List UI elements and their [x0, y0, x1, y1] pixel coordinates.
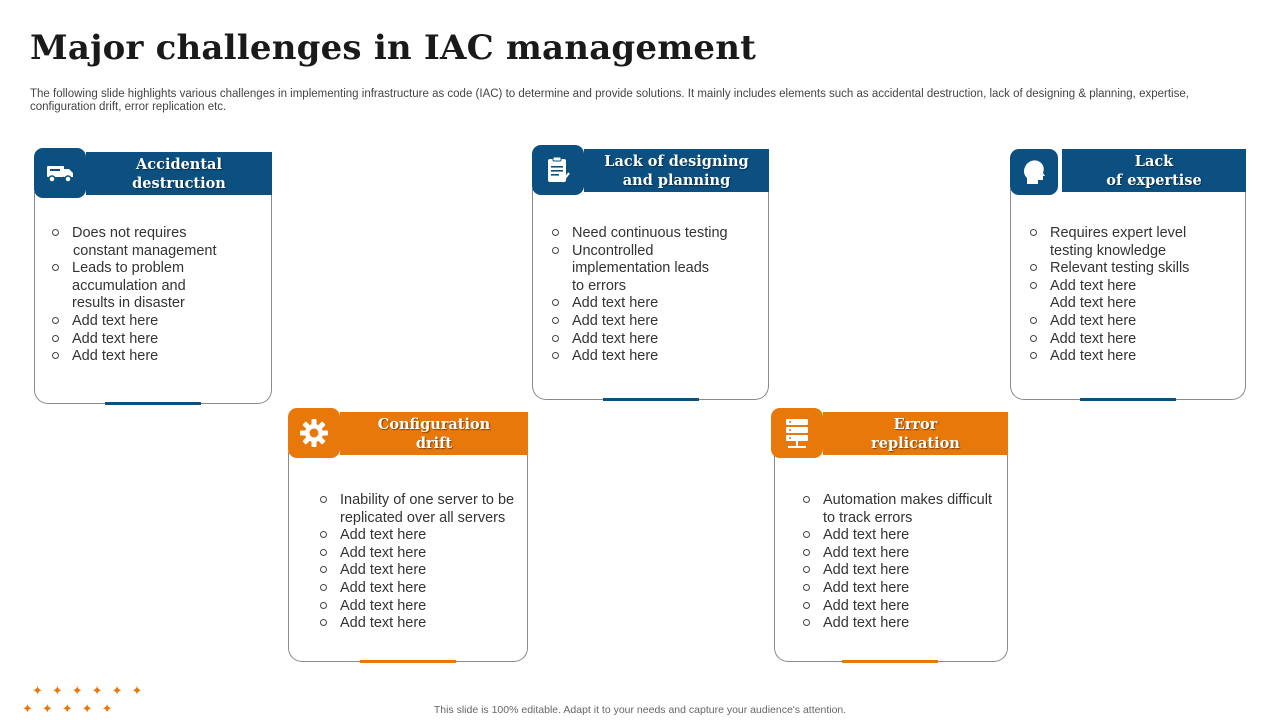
list-item: Add text here: [552, 295, 762, 313]
list-item: Add text here: [803, 580, 1008, 598]
list-item: Add text here: [803, 598, 1008, 616]
list-item: Add text here: [1030, 331, 1235, 349]
list-item: Add text here: [320, 580, 525, 598]
list-item: Add text here: [803, 527, 1008, 545]
card-header: [584, 149, 769, 192]
list-item: Add text here: [320, 545, 525, 563]
card-title-line-2: drift: [415, 434, 453, 452]
card-title-line-1: Lack: [1134, 152, 1174, 170]
card-lack-of-expertise: [1010, 145, 1246, 400]
card-title-line-2: of expertise: [1106, 171, 1202, 189]
list-item: Add text here: [1030, 313, 1235, 331]
list-item: Add text here: [52, 331, 262, 349]
card-list: [320, 492, 525, 633]
list-item: Add text here: [552, 348, 762, 366]
gear-icon: [288, 408, 340, 458]
list-item: Add text here: [1030, 348, 1235, 366]
list-item: Relevant testing skills: [1030, 260, 1235, 278]
card-title-line-2: destruction: [132, 174, 226, 192]
card-accent-bar: [603, 398, 699, 401]
list-item: Add text here: [320, 527, 525, 545]
list-item: Add text here: [803, 545, 1008, 563]
card-list: [1030, 225, 1235, 366]
card-accidental-destruction: [34, 148, 272, 404]
card-list: [803, 492, 1008, 633]
card-title-line-1: Error: [893, 415, 938, 433]
card-header: [823, 412, 1008, 455]
card-accent-bar: [842, 660, 938, 663]
card-header: [1062, 149, 1246, 192]
server-icon: [771, 408, 823, 458]
list-item: Add text here: [320, 598, 525, 616]
slide-footer: This slide is 100% editable. Adapt it to your needs and capture your audience's attention.: [433, 704, 847, 716]
list-item: Add text here: [320, 562, 525, 580]
list-item: Add text here: [52, 313, 262, 331]
card-accent-bar: [105, 402, 201, 405]
page-subtitle: The following slide highlights various challenges in implementing infrastructure as code (IAC) to determine and provide solutions. It mainly includes elements such as accidental destruction, lack of designing & planning, expertise, configuration drift, error replication etc.: [30, 88, 1189, 113]
card-header: [86, 152, 272, 195]
card-error-replication: [771, 408, 1008, 662]
clipboard-icon: [532, 145, 584, 195]
list-item: Inability of one server to be replicated over all servers: [320, 492, 525, 527]
card-list: [52, 225, 262, 366]
card-lack-of-designing: [532, 145, 769, 400]
list-item: Requires expert level testing knowledge: [1030, 225, 1235, 260]
list-item: Add text here: [552, 313, 762, 331]
card-title-line-1: Configuration: [377, 415, 491, 433]
card-header: [340, 412, 528, 455]
card-configuration-drift: [288, 408, 528, 662]
card-list: [552, 225, 762, 366]
truck-icon: [34, 148, 86, 198]
page-title: Major challenges in IAC management: [30, 28, 757, 68]
list-item: Add text here: [552, 331, 762, 349]
list-item: Uncontrolled implementation leads to errors: [552, 243, 762, 296]
head-icon: [1010, 149, 1058, 195]
list-item: Add text here: [320, 615, 525, 633]
card-accent-bar: [1080, 398, 1176, 401]
list-item: Add text here: [803, 615, 1008, 633]
list-item: Leads to problem accumulation and results in disaster: [52, 260, 262, 313]
list-item: Add text here Add text here: [1030, 278, 1235, 313]
decorative-stars-icon: ✦✦✦✦✦✦ ✦✦✦✦✦: [22, 683, 152, 716]
list-item: Add text here: [803, 562, 1008, 580]
list-item: Does not requires constant management: [52, 225, 262, 260]
card-title-line-1: Accidental: [136, 155, 222, 173]
card-accent-bar: [360, 660, 456, 663]
list-item: Add text here: [52, 348, 262, 366]
card-title-line-2: and planning: [622, 171, 731, 189]
card-title-line-2: replication: [871, 434, 960, 452]
card-title-line-1: Lack of designing: [604, 152, 749, 170]
list-item: Need continuous testing: [552, 225, 762, 243]
list-item: Automation makes difficult to track errors: [803, 492, 1008, 527]
